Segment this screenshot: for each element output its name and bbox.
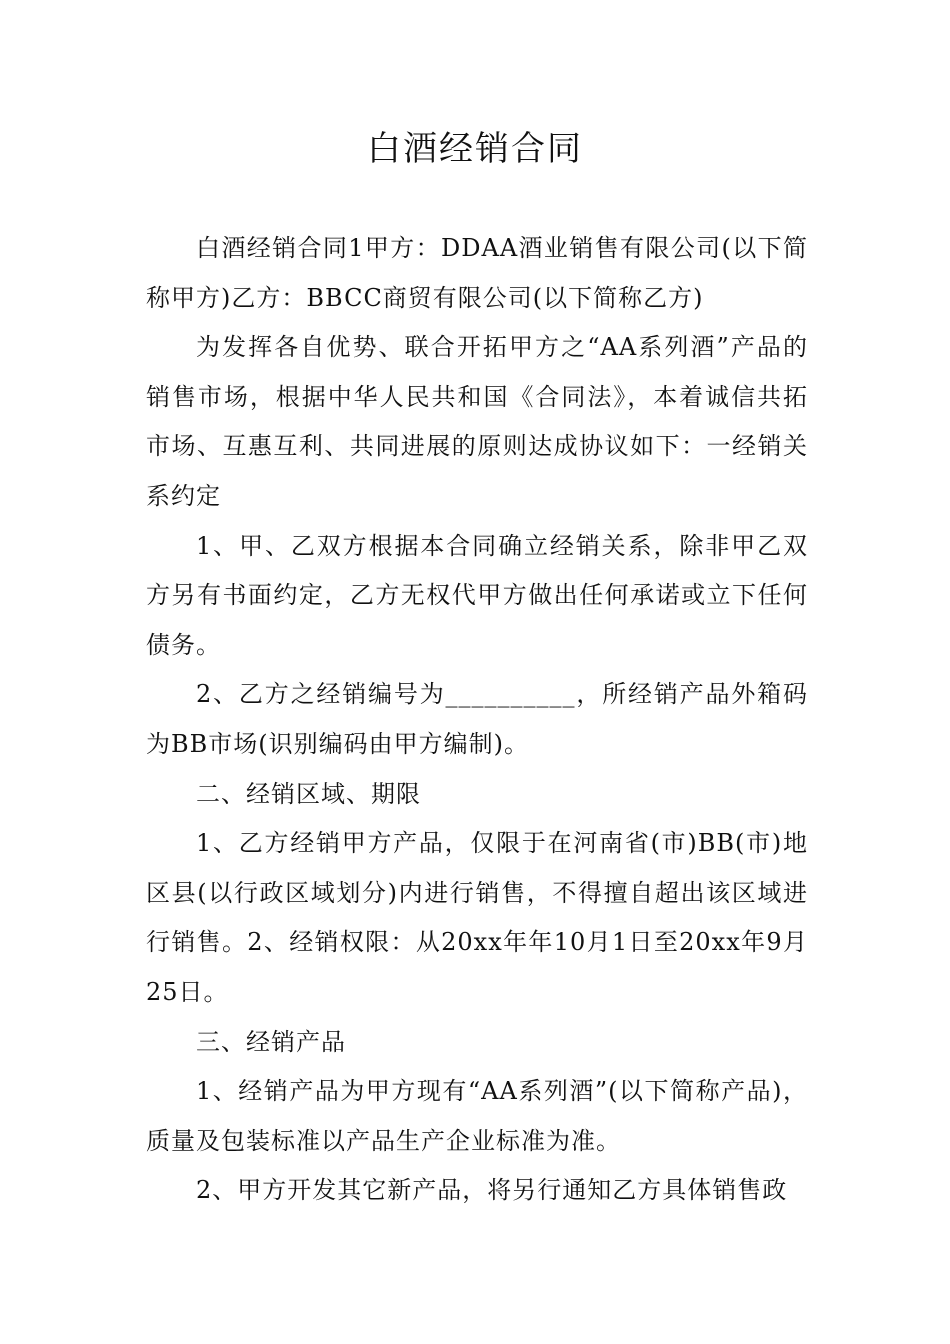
section-heading-2: 二、经销区域、期限 xyxy=(196,779,421,808)
paragraph-clause-1-2: 2、乙方之经销编号为__________，所经销产品外箱码为BB市场(识别编码由甲方编制)。 xyxy=(146,680,808,758)
paragraph-clause-2-1: 1、乙方经销甲方产品，仅限于在河南省(市)BB(市)地区县(以行政区域划分)内进行销售，不得擅自超出该区域进行销售。2、经销权限：从20xx年年10月1日至20xx年9月25日。 xyxy=(146,829,808,1006)
paragraph-clause-1-1: 1、甲、乙双方根据本合同确立经销关系，除非甲乙双方另有书面约定，乙方无权代甲方做出任何承诺或立下任何债务。 xyxy=(146,531,808,659)
paragraph-preamble: 为发挥各自优势、联合开拓甲方之“AA系列酒”产品的销售市场，根据中华人民共和国《合同法》，本着诚信共拓市场、互惠互利、共同进展的原则达成协议如下：一经销关系约定 xyxy=(146,333,808,510)
document-title: 白酒经销合同 xyxy=(367,129,583,169)
paragraph-clause-3-2: 2、甲方开发其它新产品，将另行通知乙方具体销售政 xyxy=(196,1176,788,1205)
document-body xyxy=(146,224,808,1216)
paragraph-clause-3-1: 1、经销产品为甲方现有“AA系列酒”(以下简称产品)，质量及包装标准以产品生产企业标准为准。 xyxy=(146,1077,808,1155)
section-heading-3: 三、经销产品 xyxy=(196,1027,346,1056)
paragraph-parties: 白酒经销合同1甲方：DDAA酒业销售有限公司(以下简称甲方)乙方：BBCC商贸有限公司(以下简称乙方) xyxy=(146,234,808,312)
